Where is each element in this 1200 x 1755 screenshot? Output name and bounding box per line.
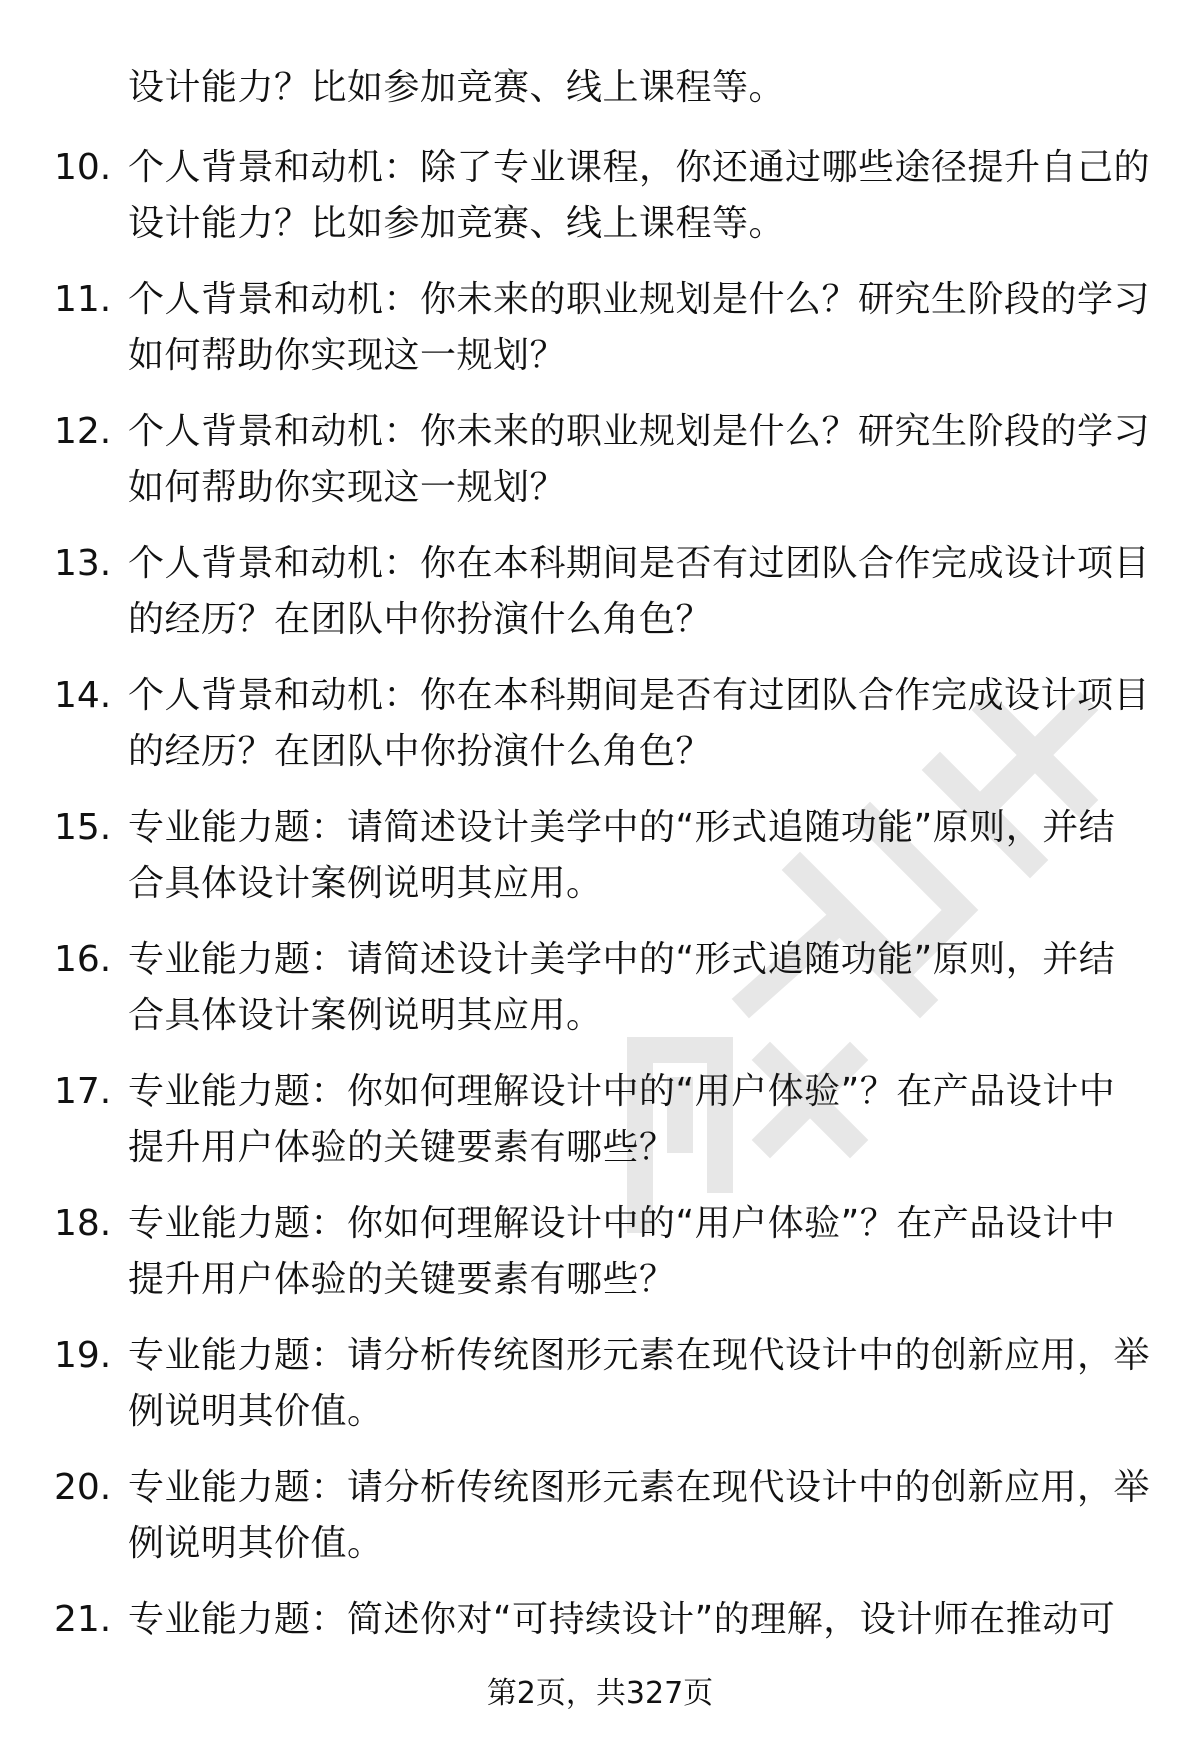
question-text-line: 专业能力题：你如何理解设计中的“用户体验”？在产品设计中 [128, 1203, 1116, 1244]
question-text-line: 如何帮助你实现这一规划？ [128, 467, 567, 508]
question-text [128, 404, 1152, 516]
question-text [128, 272, 1152, 384]
question-text-line: 设计能力？比如参加竞赛、线上课程等。 [128, 203, 786, 244]
question-item [0, 1460, 1200, 1592]
question-text-line: 的经历？在团队中你扮演什么角色？ [128, 731, 713, 772]
question-text-line: 专业能力题：简述你对“可持续设计”的理解，设计师在推动可 [128, 1599, 1116, 1640]
question-number: 15. [54, 807, 112, 848]
question-number: 19. [54, 1335, 112, 1376]
question-item [0, 536, 1200, 668]
question-text-line: 提升用户体验的关键要素有哪些？ [128, 1259, 676, 1300]
question-number: 11. [54, 279, 112, 320]
question-text [128, 1460, 1152, 1572]
question-text-line: 例说明其价值。 [128, 1391, 384, 1432]
question-item [0, 140, 1200, 272]
question-text [128, 800, 1152, 912]
question-text-line: 个人背景和动机：除了专业课程，你还通过哪些途径提升自己的 [128, 147, 1151, 188]
question-text-line: 专业能力题：请分析传统图形元素在现代设计中的创新应用，举 [128, 1335, 1151, 1376]
question-number: 21. [54, 1599, 112, 1640]
question-item [0, 272, 1200, 404]
continuation-line: 设计能力？比如参加竞赛、线上课程等。 [128, 67, 786, 108]
question-item [0, 1328, 1200, 1460]
question-text [128, 1328, 1152, 1440]
question-text-line: 个人背景和动机：你未来的职业规划是什么？研究生阶段的学习 [128, 279, 1151, 320]
question-item [0, 668, 1200, 800]
question-text [128, 140, 1152, 252]
question-number: 13. [54, 543, 112, 584]
question-text-line: 专业能力题：你如何理解设计中的“用户体验”？在产品设计中 [128, 1071, 1116, 1112]
question-text-line: 提升用户体验的关键要素有哪些？ [128, 1127, 676, 1168]
question-text [128, 1592, 1152, 1648]
question-text-line: 专业能力题：请简述设计美学中的“形式追随功能”原则，并结 [128, 939, 1116, 980]
question-text-line: 例说明其价值。 [128, 1523, 384, 1564]
question-text [128, 1064, 1152, 1176]
question-number: 17. [54, 1071, 112, 1112]
question-item [0, 1196, 1200, 1328]
question-number: 20. [54, 1467, 112, 1508]
question-list [0, 140, 1200, 1724]
question-text [128, 668, 1152, 780]
question-text [128, 932, 1152, 1044]
question-text-line: 个人背景和动机：你未来的职业规划是什么？研究生阶段的学习 [128, 411, 1151, 452]
question-text-line: 合具体设计案例说明其应用。 [128, 995, 603, 1036]
question-number: 14. [54, 675, 112, 716]
question-number: 10. [54, 147, 112, 188]
question-text-line: 的经历？在团队中你扮演什么角色？ [128, 599, 713, 640]
question-item [0, 404, 1200, 536]
question-text-line: 专业能力题：请简述设计美学中的“形式追随功能”原则，并结 [128, 807, 1116, 848]
question-text-line: 如何帮助你实现这一规划？ [128, 335, 567, 376]
question-item [0, 932, 1200, 1064]
question-text [128, 536, 1152, 648]
question-text-line: 专业能力题：请分析传统图形元素在现代设计中的创新应用，举 [128, 1467, 1151, 1508]
question-item [0, 1064, 1200, 1196]
question-text [128, 1196, 1152, 1308]
question-item [0, 800, 1200, 932]
question-text-line: 个人背景和动机：你在本科期间是否有过团队合作完成设计项目 [128, 675, 1151, 716]
question-text-line: 个人背景和动机：你在本科期间是否有过团队合作完成设计项目 [128, 543, 1151, 584]
question-number: 12. [54, 411, 112, 452]
question-text-line: 合具体设计案例说明其应用。 [128, 863, 603, 904]
question-number: 18. [54, 1203, 112, 1244]
page-indicator: 第2页，共327页 [486, 1676, 714, 1711]
question-number: 16. [54, 939, 112, 980]
